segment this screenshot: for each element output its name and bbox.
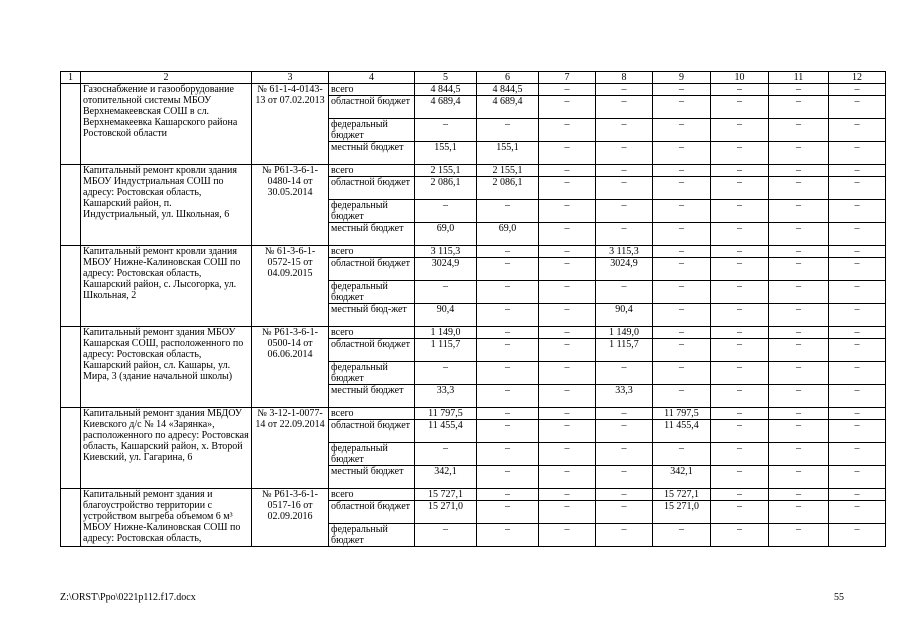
amount-cell: – [539, 408, 596, 420]
column-number: 4 [329, 72, 415, 84]
table-row [61, 246, 886, 258]
amount-cell: – [711, 362, 769, 385]
amount-cell: – [769, 246, 829, 258]
column-number: 8 [596, 72, 653, 84]
amount-cell: – [477, 258, 539, 281]
amount-cell: – [539, 96, 596, 119]
column-number: 9 [653, 72, 711, 84]
amount-cell: 69,0 [415, 223, 477, 246]
funding-source: федеральный бюджет [329, 200, 415, 223]
amount-cell: – [539, 142, 596, 165]
amount-cell: – [769, 339, 829, 362]
funding-source: областной бюджет [329, 501, 415, 524]
amount-cell: 90,4 [596, 304, 653, 327]
amount-cell: – [653, 385, 711, 408]
amount-cell: – [829, 165, 886, 177]
amount-cell: – [539, 489, 596, 501]
amount-cell: – [829, 119, 886, 142]
amount-cell: – [477, 339, 539, 362]
amount-cell: – [596, 443, 653, 466]
amount-cell: – [477, 281, 539, 304]
amount-cell: – [769, 420, 829, 443]
table-row [61, 165, 886, 177]
amount-cell: – [596, 142, 653, 165]
table-row [61, 408, 886, 420]
amount-cell: – [415, 200, 477, 223]
funding-source: местный бюджет [329, 223, 415, 246]
amount-cell: 2 155,1 [415, 165, 477, 177]
row-index-cell [61, 489, 81, 547]
amount-cell: – [477, 200, 539, 223]
row-index-cell [61, 408, 81, 489]
amount-cell: – [711, 339, 769, 362]
amount-cell: – [769, 327, 829, 339]
table-row [61, 84, 886, 96]
funding-source: областной бюджет [329, 339, 415, 362]
funding-source: федеральный бюджет [329, 119, 415, 142]
project-document: № 61-1-4-0143-13 от 07.02.2013 [252, 84, 329, 165]
amount-cell: – [539, 524, 596, 547]
amount-cell: – [596, 96, 653, 119]
page-number: 55 [834, 592, 844, 603]
amount-cell: – [415, 524, 477, 547]
amount-cell: – [769, 501, 829, 524]
amount-cell: 15 271,0 [415, 501, 477, 524]
funding-source: всего [329, 84, 415, 96]
amount-cell: – [477, 408, 539, 420]
funding-source: местный бюджет [329, 142, 415, 165]
amount-cell: 3024,9 [596, 258, 653, 281]
column-number: 12 [829, 72, 886, 84]
amount-cell: – [415, 119, 477, 142]
amount-cell: – [477, 524, 539, 547]
amount-cell: 4 844,5 [415, 84, 477, 96]
amount-cell: 4 844,5 [477, 84, 539, 96]
row-index-cell [61, 327, 81, 408]
amount-cell: – [769, 362, 829, 385]
amount-cell: – [539, 258, 596, 281]
amount-cell: – [769, 524, 829, 547]
amount-cell: – [539, 304, 596, 327]
amount-cell: – [596, 84, 653, 96]
amount-cell: 33,3 [415, 385, 477, 408]
funding-source: местный бюд-жет [329, 304, 415, 327]
amount-cell: – [829, 466, 886, 489]
amount-cell: – [829, 501, 886, 524]
project-description: Капитальный ремонт здания МБОУ Кашарская СОШ, расположенного по адресу: Ростовская область, Кашарский район, сл. Кашары, ул. Мира, 3 (здание начальной школы) [81, 327, 252, 408]
amount-cell: 11 455,4 [653, 420, 711, 443]
project-description: Капитальный ремонт здания МБДОУ Киевского д/с № 14 «Зарянка», расположенного по адресу: Ростовская область, Кашарский район, х. Второй Киевский, ул. Гагарина, 6 [81, 408, 252, 489]
amount-cell: – [596, 524, 653, 547]
funding-source: федеральный бюджет [329, 443, 415, 466]
project-document: № Р61-3-6-1-0500-14 от 06.06.2014 [252, 327, 329, 408]
amount-cell: 3024,9 [415, 258, 477, 281]
funding-source: федеральный бюджет [329, 281, 415, 304]
amount-cell: – [711, 177, 769, 200]
amount-cell: – [829, 200, 886, 223]
budget-table [60, 71, 886, 547]
amount-cell: 1 115,7 [596, 339, 653, 362]
amount-cell: 2 155,1 [477, 165, 539, 177]
amount-cell: – [711, 466, 769, 489]
column-number: 7 [539, 72, 596, 84]
amount-cell: – [539, 362, 596, 385]
amount-cell: – [829, 420, 886, 443]
amount-cell: – [596, 501, 653, 524]
amount-cell: – [653, 142, 711, 165]
amount-cell: – [539, 200, 596, 223]
amount-cell: – [539, 281, 596, 304]
amount-cell: – [711, 165, 769, 177]
amount-cell: 11 455,4 [415, 420, 477, 443]
funding-source: областной бюджет [329, 177, 415, 200]
funding-source: областной бюджет [329, 96, 415, 119]
amount-cell: – [769, 408, 829, 420]
amount-cell: 155,1 [415, 142, 477, 165]
amount-cell: – [829, 489, 886, 501]
funding-source: всего [329, 489, 415, 501]
amount-cell: – [596, 466, 653, 489]
amount-cell: – [769, 142, 829, 165]
funding-source: всего [329, 408, 415, 420]
amount-cell: – [829, 304, 886, 327]
amount-cell: – [829, 443, 886, 466]
amount-cell: – [653, 177, 711, 200]
amount-cell: – [769, 304, 829, 327]
amount-cell: – [539, 177, 596, 200]
amount-cell: – [653, 96, 711, 119]
amount-cell: – [477, 246, 539, 258]
project-description: Газоснабжение и газооборудование отопительной системы МБОУ Верхнемакеевская СОШ в сл. Верхнемакеевка Кашарского района Ростовской области [81, 84, 252, 165]
amount-cell: – [653, 339, 711, 362]
amount-cell: – [477, 443, 539, 466]
amount-cell: – [769, 165, 829, 177]
table-row [61, 489, 886, 501]
amount-cell: – [829, 246, 886, 258]
amount-cell: – [539, 119, 596, 142]
funding-source: местный бюджет [329, 466, 415, 489]
amount-cell: – [539, 165, 596, 177]
amount-cell: – [477, 466, 539, 489]
amount-cell: – [711, 246, 769, 258]
amount-cell: – [711, 84, 769, 96]
amount-cell: – [829, 524, 886, 547]
amount-cell: – [539, 466, 596, 489]
amount-cell: – [415, 281, 477, 304]
funding-source: всего [329, 165, 415, 177]
amount-cell: – [769, 281, 829, 304]
amount-cell: – [596, 362, 653, 385]
amount-cell: – [539, 501, 596, 524]
amount-cell: – [653, 84, 711, 96]
amount-cell: – [769, 258, 829, 281]
funding-source: всего [329, 327, 415, 339]
amount-cell: – [653, 246, 711, 258]
amount-cell: 90,4 [415, 304, 477, 327]
amount-cell: – [653, 281, 711, 304]
funding-source: всего [329, 246, 415, 258]
amount-cell: – [653, 524, 711, 547]
amount-cell: – [653, 443, 711, 466]
column-number: 10 [711, 72, 769, 84]
amount-cell: – [539, 339, 596, 362]
amount-cell: – [477, 362, 539, 385]
amount-cell: – [711, 524, 769, 547]
amount-cell: – [769, 177, 829, 200]
amount-cell: – [769, 385, 829, 408]
column-number: 5 [415, 72, 477, 84]
column-number: 3 [252, 72, 329, 84]
amount-cell: – [477, 420, 539, 443]
amount-cell: – [596, 408, 653, 420]
amount-cell: – [829, 339, 886, 362]
project-document: № 3-12-1-0077-14 от 22.09.2014 [252, 408, 329, 489]
amount-cell: – [711, 304, 769, 327]
amount-cell: – [711, 96, 769, 119]
amount-cell: – [539, 223, 596, 246]
amount-cell: – [539, 84, 596, 96]
amount-cell: 2 086,1 [415, 177, 477, 200]
amount-cell: – [477, 304, 539, 327]
amount-cell: 4 689,4 [415, 96, 477, 119]
amount-cell: – [769, 466, 829, 489]
amount-cell: – [829, 177, 886, 200]
funding-source: федеральный бюджет [329, 362, 415, 385]
row-index-cell [61, 84, 81, 165]
amount-cell: – [596, 420, 653, 443]
project-document: № Р61-3-6-1-0517-16 от 02.09.2016 [252, 489, 329, 547]
row-index-cell [61, 246, 81, 327]
amount-cell: 1 149,0 [415, 327, 477, 339]
amount-cell: – [829, 281, 886, 304]
amount-cell: – [653, 223, 711, 246]
amount-cell: – [711, 258, 769, 281]
amount-cell: – [477, 327, 539, 339]
amount-cell: – [596, 489, 653, 501]
amount-cell: – [653, 304, 711, 327]
amount-cell: – [829, 327, 886, 339]
amount-cell: 1 149,0 [596, 327, 653, 339]
amount-cell: 11 797,5 [415, 408, 477, 420]
amount-cell: 2 086,1 [477, 177, 539, 200]
amount-cell: 1 115,7 [415, 339, 477, 362]
amount-cell: – [711, 443, 769, 466]
amount-cell: – [829, 96, 886, 119]
column-number: 11 [769, 72, 829, 84]
column-numbers-row [61, 72, 886, 84]
amount-cell: – [829, 385, 886, 408]
amount-cell: – [477, 489, 539, 501]
project-description: Капитальный ремонт кровли здания МБОУ Нижне-Калиновская СОШ по адресу: Ростовская область, Кашарский район, с. Лысогорка, ул. Школьная, 2 [81, 246, 252, 327]
amount-cell: 3 115,3 [415, 246, 477, 258]
file-path: Z:\ORST\Ppo\0221p112.f17.docx [60, 592, 196, 603]
funding-source: местный бюджет [329, 385, 415, 408]
amount-cell: – [477, 119, 539, 142]
amount-cell: – [653, 258, 711, 281]
amount-cell: – [711, 408, 769, 420]
amount-cell: 69,0 [477, 223, 539, 246]
amount-cell: 3 115,3 [596, 246, 653, 258]
project-description: Капитальный ремонт кровли здания МБОУ Индустриальная СОШ по адресу: Ростовская область, Кашарский район, п. Индустриальный, ул. Школьная, 6 [81, 165, 252, 246]
amount-cell: – [711, 501, 769, 524]
column-number: 2 [81, 72, 252, 84]
amount-cell: – [477, 501, 539, 524]
amount-cell: – [653, 165, 711, 177]
amount-cell: – [769, 223, 829, 246]
column-number: 6 [477, 72, 539, 84]
amount-cell: – [539, 420, 596, 443]
amount-cell: – [477, 385, 539, 408]
amount-cell: – [596, 165, 653, 177]
amount-cell: 33,3 [596, 385, 653, 408]
amount-cell: – [769, 119, 829, 142]
project-document: № Р61-3-6-1-0480-14 от 30.05.2014 [252, 165, 329, 246]
amount-cell: – [711, 420, 769, 443]
amount-cell: – [829, 362, 886, 385]
amount-cell: – [769, 96, 829, 119]
amount-cell: – [769, 84, 829, 96]
amount-cell: – [829, 223, 886, 246]
project-description: Капитальный ремонт здания и благоустройство территории с устройством выгреба объемом 6 м³ МБОУ Нижне-Калиновская СОШ по адресу: Ростовская область, [81, 489, 252, 547]
amount-cell: 4 689,4 [477, 96, 539, 119]
row-index-cell [61, 165, 81, 246]
amount-cell: – [596, 223, 653, 246]
amount-cell: – [596, 119, 653, 142]
amount-cell: – [711, 223, 769, 246]
amount-cell: 15 727,1 [415, 489, 477, 501]
amount-cell: – [596, 281, 653, 304]
amount-cell: 15 727,1 [653, 489, 711, 501]
amount-cell: – [711, 489, 769, 501]
amount-cell: – [653, 119, 711, 142]
column-number: 1 [61, 72, 81, 84]
amount-cell: – [711, 200, 769, 223]
amount-cell: – [539, 385, 596, 408]
amount-cell: – [653, 200, 711, 223]
amount-cell: 342,1 [415, 466, 477, 489]
funding-source: областной бюджет [329, 420, 415, 443]
amount-cell: – [711, 281, 769, 304]
amount-cell: – [769, 200, 829, 223]
funding-source: областной бюджет [329, 258, 415, 281]
amount-cell: – [653, 362, 711, 385]
amount-cell: 342,1 [653, 466, 711, 489]
amount-cell: – [653, 327, 711, 339]
amount-cell: – [711, 327, 769, 339]
amount-cell: – [539, 246, 596, 258]
amount-cell: – [415, 443, 477, 466]
amount-cell: – [596, 177, 653, 200]
amount-cell: – [711, 385, 769, 408]
amount-cell: 11 797,5 [653, 408, 711, 420]
amount-cell: – [539, 327, 596, 339]
amount-cell: 155,1 [477, 142, 539, 165]
amount-cell: – [596, 200, 653, 223]
amount-cell: – [829, 258, 886, 281]
amount-cell: – [415, 362, 477, 385]
funding-source: федеральный бюджет [329, 524, 415, 547]
amount-cell: – [829, 84, 886, 96]
amount-cell: – [711, 142, 769, 165]
table-row [61, 327, 886, 339]
amount-cell: – [769, 489, 829, 501]
amount-cell: – [711, 119, 769, 142]
amount-cell: – [829, 408, 886, 420]
amount-cell: 15 271,0 [653, 501, 711, 524]
amount-cell: – [769, 443, 829, 466]
amount-cell: – [829, 142, 886, 165]
project-document: № 61-3-6-1-0572-15 от 04.09.2015 [252, 246, 329, 327]
amount-cell: – [539, 443, 596, 466]
